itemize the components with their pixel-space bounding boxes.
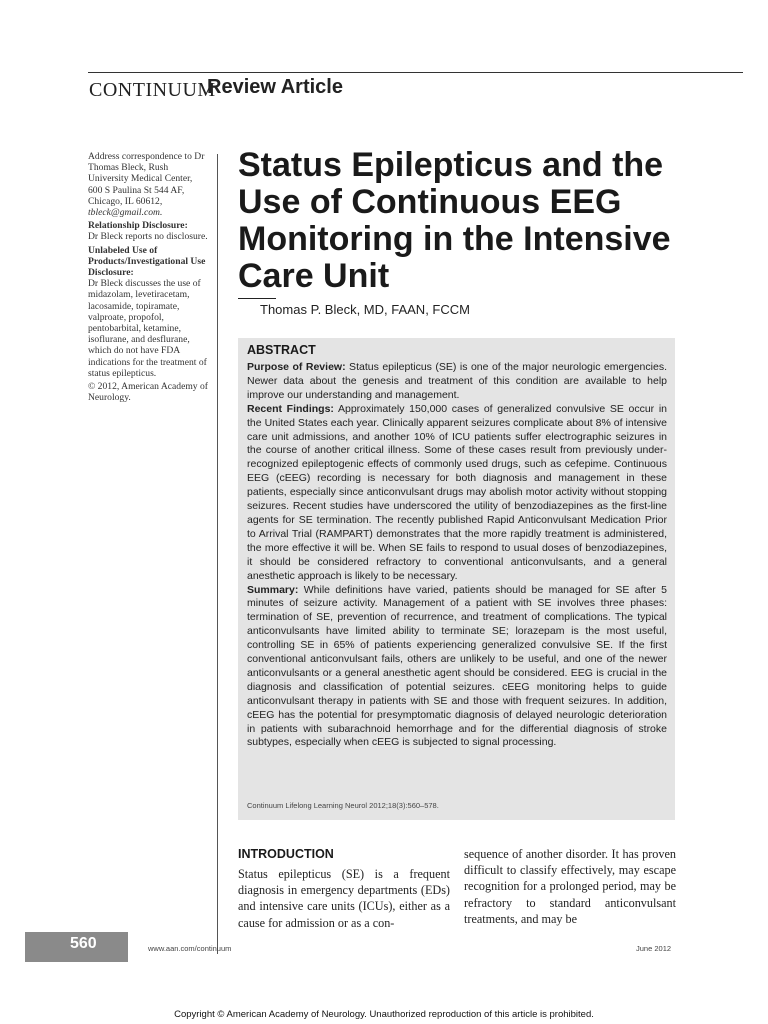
introduction-heading: INTRODUCTION	[238, 847, 334, 861]
title-rule	[238, 298, 276, 299]
article-title: Status Epilepticus and the Use of Continuous EEG Monitoring in the Intensive Care Unit	[238, 146, 671, 295]
intro-column-2: sequence of another disorder. It has proven difficult to classify effectively, may escape recognition for a prolonged period, may be refractory to standard anticonvulsant treatments, and may be	[464, 847, 676, 926]
citation: Continuum Lifelong Learning Neurol 2012;18(3):560–578.	[247, 801, 439, 810]
correspondence-address	[88, 151, 208, 218]
copyright-notice: Copyright © American Academy of Neurology. Unauthorized reproduction of this article is prohibited.	[174, 1009, 594, 1020]
summary-text: While definitions have varied, patients should be managed for SE after 5 minutes of seizure activity. Management of a patient with SE involves three phases: termination of SE, prevention of recurrence, and treatment of complications. The typical anticonvulsants have limited ability to terminate SE; lorazepam is the most useful, controlling SE in 65% of patients experiencing generalized convulsive SE. If the first conventional anticonvulsant fails, others are unlikely to be useful, and one of the newer anticonvulsants or a general anesthetic agent should be considered. EEG is crucial in the diagnosis and classification of potential seizures. cEEG monitoring helps to guide anticonvulsant therapy in patients with SE and those with frequent seizures. In addition, cEEG has the potential for presymptomatic diagnosis of delayed neurologic deterioration in patients with subarachnoid hemorrhage and for the differential diagnosis of stroke subtypes, especially when cEEG is subjected to signal processing.	[247, 583, 667, 749]
intro-column-1: Status epilepticus (SE) is a frequent diagnosis in emergency departments (EDs) and intensive care units (ICUs), either as a cause for admission or as a con-	[238, 867, 450, 930]
sidebar-notes	[88, 151, 208, 405]
unlabeled-use-heading: Unlabeled Use of Products/Investigational Use Disclosure:	[88, 244, 206, 279]
page-number: 560	[70, 935, 97, 952]
purpose-text: Status epilepticus (SE) is one of the major neurologic emergencies. Newer data about the genesis and treatment of this condition are available to help improve our understanding and management.	[247, 361, 667, 401]
abstract-body	[247, 361, 667, 750]
header-rule	[88, 72, 743, 73]
purpose-label: Purpose of Review:	[247, 361, 346, 373]
disclosure-heading: Relationship Disclosure:	[88, 220, 188, 232]
address-text: Address correspondence to Dr Thomas Bleck, Rush University Medical Center, 600 S Paulina St 544 AF, Chicago, IL 60612,	[88, 151, 205, 207]
sidebar-copyright: © 2012, American Academy of Neurology.	[88, 381, 208, 404]
article-authors: Thomas P. Bleck, MD, FAAN, FCCM	[260, 302, 470, 317]
abstract-heading: ABSTRACT	[247, 343, 316, 357]
findings-label: Recent Findings:	[247, 402, 334, 415]
findings-text: Approximately 150,000 cases of generalized convulsive SE occur in the United States each year. Clinically apparent seizures complicate about 8% of intensive care unit admissions, and another 10% of ICU patients suffer electrographic seizures in the course of another critical illness. Some of these cases result from previously under-recognized epileptogenic effects of commonly used drugs, such as cefepime. Continuous EEG (cEEG) recording is necessary for both diagnosis and management in these patients, especially since anticonvulsant drugs may abolish motor activity without stopping seizures. Recent studies have underscored the utility of benzodiazepines as the first-line agents for SE termination. The recently published Rapid Anticonvulsant Medication Prior to Arrival Trial (RAMPART) demonstrates that the more rapidly treatment is administered, the more effective it will be. When SE fails to respond to usual doses of benzodiazepines, it should be considered refractory to conventional anticonvulsants, and a general anesthetic approach is likely to be necessary.	[247, 402, 667, 582]
journal-name: CONTINUUM	[89, 79, 216, 101]
disclosure-text: Dr Bleck reports no disclosure.	[88, 231, 208, 243]
unlabeled-use-text: Dr Bleck discusses the use of midazolam, levetiracetam, lacosamide, topiramate, valproate, propofol, pentobarbital, ketamine, isoflurane, and desflurane, which do not have FDA indications for the treatment of status epilepticus.	[88, 278, 207, 379]
footer-url: www.aan.com/continuum	[148, 944, 232, 953]
author-email: tbleck@gmail.com.	[88, 207, 163, 219]
section-label: Review Article	[207, 76, 343, 98]
column-divider	[217, 154, 218, 954]
footer-date: June 2012	[636, 944, 672, 953]
summary-label: Summary:	[247, 583, 299, 596]
